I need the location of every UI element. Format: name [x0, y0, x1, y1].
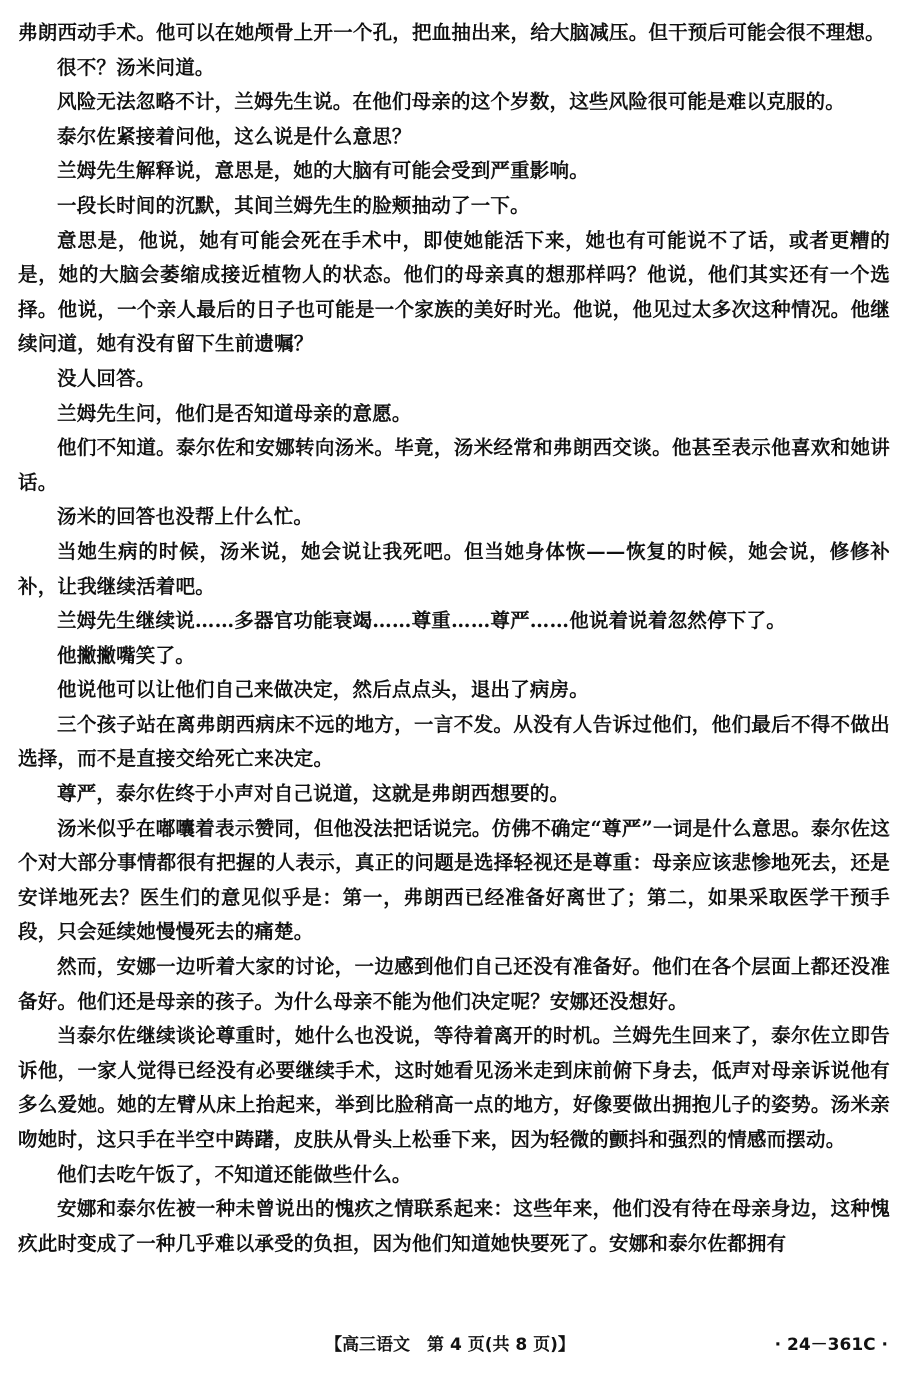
- page-number-label: 【高三语文 第 4 页(共 8 页)】: [325, 1335, 575, 1355]
- paragraph: 他们去吃午饭了，不知道还能做些什么。: [57, 1162, 412, 1186]
- paragraph: 风险无法忽略不计，兰姆先生说。在他们母亲的这个岁数，这些风险很可能是难以克服的。: [57, 90, 846, 114]
- paragraph: 当泰尔佐继续谈论尊重时，她什么也没说，等待着离开的时机。兰姆先生回来了，泰尔佐立即告诉他，一家人觉得已经没有必要继续手术，这时她看见汤米走到床前俯下身去，低声对母亲诉说他有多么爱她。她的左臂从床上抬起来，举到比脸稍高一点的地方，好像要做出拥抱儿子的姿势。汤米亲吻她时，这只手在半空中踌躇，皮肤从骨头上松垂下来，因为轻微的颤抖和强烈的情感而摆动。: [18, 1024, 890, 1151]
- page-footer: [0, 1330, 900, 1360]
- paragraph: 很不？汤米问道。: [57, 55, 215, 79]
- paragraph: 兰姆先生解释说，意思是，她的大脑有可能会受到严重影响。: [57, 159, 589, 183]
- paragraph: 尊严，泰尔佐终于小声对自己说道，这就是弗朗西想要的。: [57, 782, 570, 806]
- paragraph: 泰尔佐紧接着问他，这么说是什么意思？: [57, 124, 412, 148]
- paragraph: 一段长时间的沉默，其间兰姆先生的脸颊抽动了一下。: [57, 193, 530, 217]
- paragraph: 没人回答。: [57, 366, 156, 390]
- paragraph: 他们不知道。泰尔佐和安娜转向汤米。毕竟，汤米经常和弗朗西交谈。他甚至表示他喜欢和她讲话。: [18, 436, 890, 494]
- paragraph: 兰姆先生问，他们是否知道母亲的意愿。: [57, 401, 412, 425]
- paragraph: 意思是，他说，她有可能会死在手术中，即使她能活下来，她也有可能说不了话，或者更糟的是，她的大脑会萎缩成接近植物人的状态。他们的母亲真的想那样吗？他说，他们其实还有一个选择。他说，一个亲人最后的日子也可能是一个家族的美好时光。他说，他见过太多次这种情况。他继续问道，她有没有留下生前遗嘱？: [18, 228, 890, 356]
- paragraph: 汤米的回答也没帮上什么忙。: [57, 505, 314, 529]
- exam-code-label: · 24－361C ·: [774, 1335, 888, 1355]
- paragraph: 然而，安娜一边听着大家的讨论，一边感到他们自己还没有准备好。他们在各个层面上都还没准备好。他们还是母亲的孩子。为什么母亲不能为他们决定呢？安娜还没想好。: [18, 955, 890, 1013]
- passage-body: [18, 16, 890, 1261]
- paragraph: 安娜和泰尔佐被一种未曾说出的愧疚之情联系起来：这些年来，他们没有待在母亲身边，这种愧疚此时变成了一种几乎难以承受的负担，因为他们知道她快要死了。安娜和泰尔佐都拥有: [18, 1197, 890, 1255]
- paragraph: 他说他可以让他们自己来做决定，然后点点头，退出了病房。: [57, 678, 589, 702]
- paragraph: 他撇撇嘴笑了。: [57, 643, 195, 667]
- paragraph: 弗朗西动手术。他可以在她颅骨上开一个孔，把血抽出来，给大脑减压。但干预后可能会很不理想。: [18, 21, 885, 44]
- paragraph: 当她生病的时候，汤米说，她会说让我死吧。但当她身体恢——恢复的时候，她会说，修修补补，让我继续活着吧。: [18, 539, 890, 598]
- paragraph: 兰姆先生继续说……多器官功能衰竭……尊重……尊严……他说着说着忽然停下了。: [57, 609, 786, 633]
- paragraph: 汤米似乎在嘟囔着表示赞同，但他没法把话说完。仿佛不确定“尊严”一词是什么意思。泰尔佐这个对大部分事情都很有把握的人表示，真正的问题是选择轻视还是尊重：母亲应该悲惨地死去，还是安详地死去？医生们的意见似乎是：第一，弗朗西已经准备好离世了；第二，如果采取医学干预手段，只会延续她慢慢死去的痛楚。: [18, 816, 890, 944]
- paragraph: 三个孩子站在离弗朗西病床不远的地方，一言不发。从没有人告诉过他们，他们最后不得不做出选择，而不是直接交给死亡来决定。: [18, 712, 890, 771]
